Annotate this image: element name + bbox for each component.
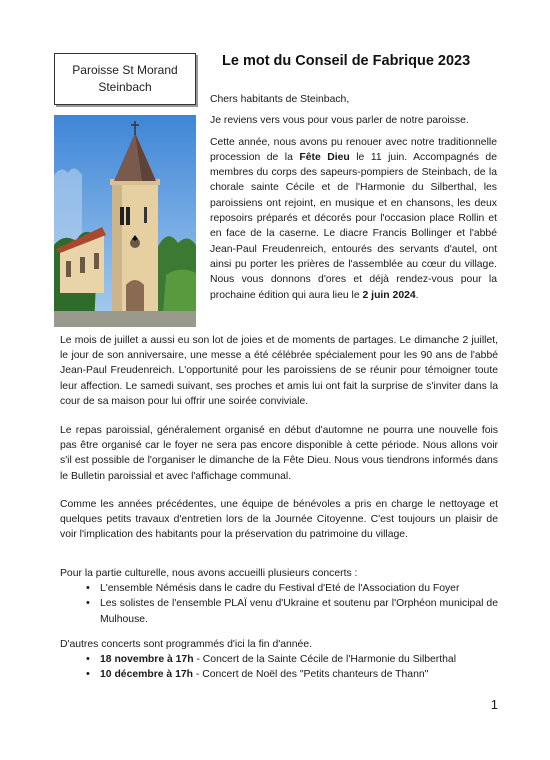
church-photo	[54, 115, 196, 327]
parish-town: Steinbach	[98, 80, 152, 94]
future-concerts-list	[60, 652, 498, 682]
parish-name-box	[54, 53, 196, 105]
culture-section	[60, 566, 498, 627]
page-number: 1	[490, 697, 498, 712]
next-date: 2 juin 2024	[362, 289, 416, 301]
intro-column	[210, 92, 497, 303]
parish-name: Paroisse St Morand	[72, 63, 178, 77]
past-concerts-list	[60, 581, 498, 627]
page-title: Le mot du Conseil de Fabrique 2023	[222, 53, 471, 69]
meal-paragraph: Le repas paroissial, généralement organisé en début d'automne ne pourra une nouvelle fois pas être organisé car le foyer ne sera pas encore disponible à cette période. Nous allons voir s'il est possible de l'organiser le dimanche de la Fête Dieu. Nous vous tiendrons informés dans le Bulletin paroissial et avec l'affichage communal.	[60, 425, 498, 482]
lead-sentence: Je reviens vers vous pour vous parler de notre paroisse.	[210, 115, 469, 127]
list-item: • Les solistes de l'ensemble PLAÏ venu d'Ukraine et soutenu par l'Orphéon municipal de Mulhouse.	[86, 597, 498, 625]
future-intro: D'autres concerts sont programmés d'ici la fin d'année.	[60, 639, 312, 650]
citizen-day-paragraph: Comme les années précédentes, une équipe de bénévoles a pris en charge le nettoyage et quelques petits travaux d'entretien lors de la Journée Citoyenne. C'est toujours un plaisir de voir l'implication des habitants pour la préservation du patrimoine du village.	[60, 499, 498, 541]
list-item: • L'ensemble Némésis dans le cadre du Festival d'Eté de l'Association du Foyer	[86, 582, 460, 595]
greeting: Chers habitants de Steinbach,	[210, 94, 350, 105]
feast-name: Fête Dieu	[299, 151, 350, 163]
list-item: • 18 novembre à 17h - Concert de la Sainte Cécile de l'Harmonie du Silberthal	[86, 653, 457, 666]
future-concerts-section	[60, 637, 498, 683]
list-item: • 10 décembre à 17h - Concert de Noël des "Petits chanteurs de Thann"	[86, 668, 429, 681]
procession-paragraph: Cette année, nous avons pu renouer avec notre traditionnelle procession de la Fête Dieu le 11 juin. Accompagnés de membres du corps des sapeurs-pompiers de Steinbach, de la chorale sainte Cécile et de l'Harmonie du Silberthal, les paroissiens ont rejoint, en musique et en chansons, les deux reposoirs préparés et décorés pour l'occasion place Rollin et en face de la caserne. Le diacre Francis Bollinger et l'abbé Jean-Paul Freudenreich, entourés des servants d'autel, ont ainsi pu porter les prières de l'assemblée au cœur du village. Nous vous donnons d'ores et déjà rendez-vous pour la prochaine édition qui aura lieu le 2 juin 2024.	[210, 136, 497, 301]
july-paragraph: Le mois de juillet a aussi eu son lot de joies et de moments de partages. Le dimanche 2 juillet, le jour de son anniversaire, une messe a été célébrée spécialement pour les 90 ans de l'abbé Jean-Paul Freudenreich. L'opportunité pour les paroissiens de se réunir pour témoigner toute leur affection. Le samedi suivant, ses proches et amis lui ont fait la surprise de s'inviter dans la cour de sa maison pour lui offrir une soirée conviviale.	[60, 335, 498, 407]
culture-intro: Pour la partie culturelle, nous avons accueilli plusieurs concerts :	[60, 568, 358, 579]
